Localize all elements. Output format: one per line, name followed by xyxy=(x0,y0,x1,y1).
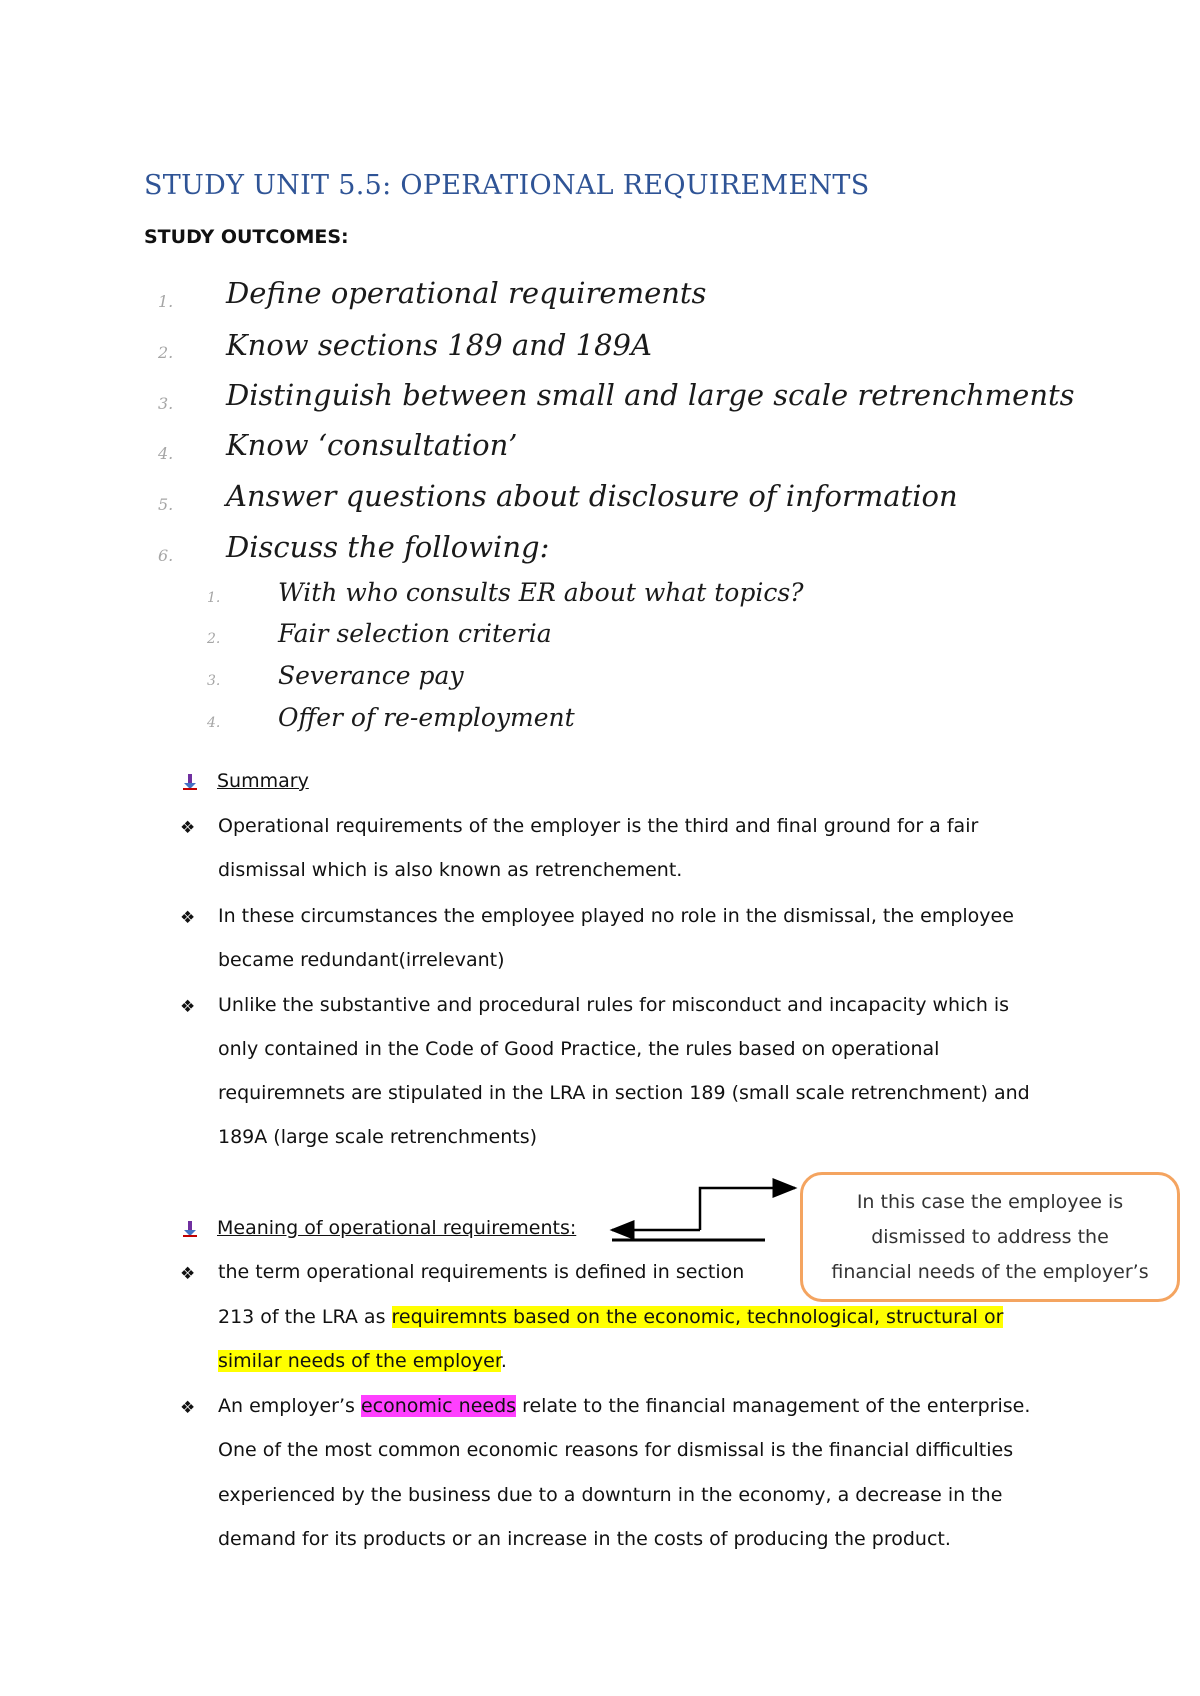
page-title: STUDY UNIT 5.5: OPERATIONAL REQUIREMENTS xyxy=(144,170,870,201)
meaning-text: 213 of the LRA as xyxy=(218,1306,392,1328)
outcome-text: Discuss the following: xyxy=(226,530,550,564)
meaning-bullet-line xyxy=(218,1350,507,1372)
highlighted-definition: requiremnts based on the economic, technological, structural or xyxy=(391,1306,1004,1328)
outcome-number: 1. xyxy=(158,292,174,311)
sub-outcome-text: Severance pay xyxy=(278,661,464,690)
meaning-bullet-line: experienced by the business due to a downturn in the economy, a decrease in the xyxy=(218,1484,1003,1506)
meaning-bullet-line: demand for its products or an increase in the costs of producing the product. xyxy=(218,1528,951,1550)
four-diamond-bullet-icon: ❖ xyxy=(180,997,196,1017)
summary-bullet-line: 189A (large scale retrenchments) xyxy=(218,1126,538,1148)
sub-outcome-number: 1. xyxy=(207,590,221,606)
sub-outcome-number: 4. xyxy=(207,715,221,731)
outcome-text: Define operational requirements xyxy=(226,276,707,310)
outcome-text: Know ‘consultation’ xyxy=(226,428,518,462)
summary-bullet-line: requiremnets are stipulated in the LRA in section 189 (small scale retrenchment) and xyxy=(218,1082,1030,1104)
outcome-text: Answer questions about disclosure of information xyxy=(226,479,958,513)
summary-bullet-line: In these circumstances the employee played no role in the dismissal, the employee xyxy=(218,905,1014,927)
meaning-bullet-line xyxy=(218,1306,1003,1328)
outcome-number: 2. xyxy=(158,343,174,362)
outcome-number: 5. xyxy=(158,495,174,514)
outcome-number: 3. xyxy=(158,394,174,413)
summary-bullet-line: dismissal which is also known as retrenchement. xyxy=(218,859,683,881)
four-diamond-bullet-icon: ❖ xyxy=(180,1264,196,1284)
sub-outcome-text: Offer of re-employment xyxy=(278,703,575,732)
meaning-text: relate to the financial management of the enterprise. xyxy=(516,1395,1031,1417)
four-diamond-bullet-icon: ❖ xyxy=(180,908,196,928)
sub-outcome-number: 2. xyxy=(207,631,221,647)
sub-outcome-number: 3. xyxy=(207,673,221,689)
highlighted-economic-needs: economic needs xyxy=(360,1395,517,1417)
highlighted-definition: similar needs of the employer xyxy=(218,1350,501,1372)
summary-bullet-line: Unlike the substantive and procedural rules for misconduct and incapacity which is xyxy=(218,994,1010,1016)
study-outcomes-heading: STUDY OUTCOMES: xyxy=(144,226,349,248)
outcome-text: Distinguish between small and large scale retrenchments xyxy=(226,378,1075,412)
outcome-text: Know sections 189 and 189A xyxy=(226,328,652,362)
summary-bullet-line: became redundant(irrelevant) xyxy=(218,949,505,971)
four-diamond-bullet-icon: ❖ xyxy=(180,1398,196,1418)
meaning-bullet-line xyxy=(218,1395,1030,1417)
meaning-bullet-line: One of the most common economic reasons for dismissal is the financial difficulties xyxy=(218,1439,1014,1461)
callout-text: In this case the employee is dismissed to address the financial needs of the employer’s xyxy=(831,1190,1149,1283)
outcome-number: 4. xyxy=(158,444,174,463)
outcome-number: 6. xyxy=(158,546,174,565)
sub-outcome-text: With who consults ER about what topics? xyxy=(278,578,804,607)
callout-box xyxy=(800,1172,1180,1302)
summary-heading: Summary xyxy=(217,770,309,792)
summary-bullet-line: Operational requirements of the employer is the third and final ground for a fair xyxy=(218,815,979,837)
four-diamond-bullet-icon: ❖ xyxy=(180,818,196,838)
meaning-text: An employer’s xyxy=(218,1395,361,1417)
meaning-heading: Meaning of operational requirements: xyxy=(217,1217,577,1239)
sub-outcome-text: Fair selection criteria xyxy=(278,619,552,648)
meaning-bullet-line: the term operational requirements is defined in section xyxy=(218,1261,745,1283)
summary-bullet-line: only contained in the Code of Good Practice, the rules based on operational xyxy=(218,1038,940,1060)
meaning-text: . xyxy=(500,1350,507,1372)
